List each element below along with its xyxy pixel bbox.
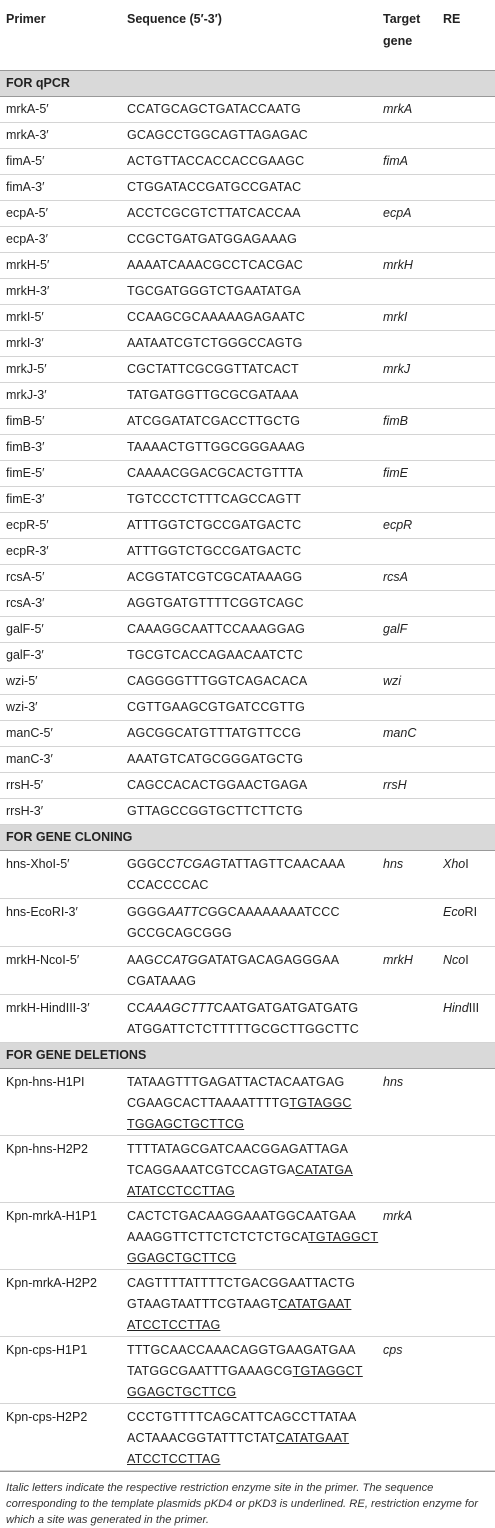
sequence-segment: TGTAGGC TGGAGCTGCTTCG [127, 1095, 352, 1131]
section-header-row [0, 824, 495, 850]
target-gene: wzi [377, 668, 437, 694]
primer-sequence [121, 1202, 377, 1269]
sequence-segment: TGTAGGCT GGAGCTGCTTCG [127, 1363, 363, 1399]
target-gene: galF [377, 616, 437, 642]
primer-sequence: ATCGGATATCGACCTTGCTG [121, 408, 377, 434]
primer-name: ecpA-5′ [0, 200, 121, 226]
table-row [0, 1068, 495, 1135]
primer-sequence: TGCGTCACCAGAACAATCTC [121, 642, 377, 668]
sequence-segment: GGGC [127, 856, 166, 871]
primer-sequence: ACGGTATCGTCGCATAAAGG [121, 564, 377, 590]
primer-sequence: GTTAGCCGGTGCTTCTTCTG [121, 798, 377, 824]
sequence-segment: CC [127, 1000, 146, 1015]
restriction-enzyme [437, 226, 495, 252]
primer-name: fimA-3′ [0, 174, 121, 200]
sequence-segment: CTCGAG [166, 856, 221, 871]
primer-name: mrkJ-3′ [0, 382, 121, 408]
table-body [0, 70, 495, 1470]
table-row [0, 382, 495, 408]
section-title: FOR GENE DELETIONS [0, 1042, 495, 1068]
restriction-enzyme [437, 590, 495, 616]
restriction-enzyme [437, 278, 495, 304]
target-gene [377, 226, 437, 252]
primer-sequence [121, 898, 377, 946]
sequence-segment: TATAAGTTTGAGATTACTACAATGAG CGAAGCACTTAAAATTTTG [127, 1074, 345, 1110]
table-row [0, 668, 495, 694]
primer-sequence: TATGATGGTTGCGCGATAAA [121, 382, 377, 408]
restriction-enzyme [437, 356, 495, 382]
sequence-segment: CCCTGTTTTCAGCATTCAGCCTTATAA ACTAAACGGTATTTCTAT [127, 1409, 357, 1445]
primer-sequence: CTGGATACCGATGCCGATAC [121, 174, 377, 200]
target-gene: mrkJ [377, 356, 437, 382]
restriction-enzyme [437, 1336, 495, 1403]
restriction-enzyme [437, 382, 495, 408]
primer-name: mrkI-3′ [0, 330, 121, 356]
primer-sequence: AATAATCGTCTGGGCCAGTG [121, 330, 377, 356]
primer-name: fimE-5′ [0, 460, 121, 486]
primer-sequence: AAAATCAAACGCCTCACGAC [121, 252, 377, 278]
header-target-gene: Target gene [377, 0, 437, 70]
target-gene: hns [377, 1068, 437, 1135]
primer-sequence [121, 850, 377, 898]
table-row [0, 330, 495, 356]
target-gene [377, 434, 437, 460]
restriction-enzyme [437, 694, 495, 720]
primer-name: Kpn-cps-H2P2 [0, 1403, 121, 1470]
sequence-segment: I [465, 952, 469, 967]
restriction-enzyme [437, 994, 495, 1042]
target-gene [377, 1403, 437, 1470]
table-row [0, 1269, 495, 1336]
restriction-enzyme [437, 1068, 495, 1135]
primer-name: mrkH-NcoI-5′ [0, 946, 121, 994]
target-gene [377, 798, 437, 824]
table-row [0, 694, 495, 720]
sequence-segment: CATATGAAT ATCCTCCTTAG [127, 1430, 350, 1466]
restriction-enzyme [437, 720, 495, 746]
target-gene [377, 694, 437, 720]
primer-sequence: CCATGCAGCTGATACCAATG [121, 96, 377, 122]
sequence-segment: TATTAGTTCAACAAA CCACCCCAC [127, 856, 346, 892]
primer-name: galF-3′ [0, 642, 121, 668]
target-gene [377, 642, 437, 668]
table-row [0, 226, 495, 252]
primer-sequence: CGTTGAAGCGTGATCCGTTG [121, 694, 377, 720]
restriction-enzyme [437, 252, 495, 278]
sequence-segment: III [468, 1000, 480, 1015]
primer-name: manC-3′ [0, 746, 121, 772]
restriction-enzyme [437, 434, 495, 460]
target-gene: manC [377, 720, 437, 746]
sequence-segment: AATTC [166, 904, 208, 919]
table-row [0, 616, 495, 642]
header-primer: Primer [0, 0, 121, 70]
primer-sequence: ACCTCGCGTCTTATCACCAA [121, 200, 377, 226]
restriction-enzyme [437, 408, 495, 434]
target-gene [377, 538, 437, 564]
table-row [0, 1336, 495, 1403]
table-footnote: Italic letters indicate the respective restriction enzyme site in the primer. The sequence corresponding to the template plasmids pKD4 or pKD3 is underlined. RE, restriction enzyme for which a site was generated in the primer. [0, 1471, 495, 1528]
target-gene [377, 1269, 437, 1336]
sequence-segment: GGGG [127, 904, 167, 919]
primer-sequence: CCAAGCGCAAAAAGAGAATC [121, 304, 377, 330]
restriction-enzyme [437, 1202, 495, 1269]
target-gene: ecpR [377, 512, 437, 538]
primer-name: mrkJ-5′ [0, 356, 121, 382]
sequence-segment: I [465, 856, 469, 871]
restriction-enzyme [437, 616, 495, 642]
target-gene: fimB [377, 408, 437, 434]
section-title: FOR GENE CLONING [0, 824, 495, 850]
restriction-enzyme [437, 850, 495, 898]
sequence-segment: TTTGCAACCAAACAGGTGAAGATGAA TATGGCGAATTTGAAAGCG [127, 1342, 356, 1378]
table-row [0, 642, 495, 668]
sequence-segment: Eco [443, 904, 465, 919]
restriction-enzyme [437, 148, 495, 174]
primer-name: mrkH-5′ [0, 252, 121, 278]
table-row [0, 994, 495, 1042]
primer-sequence: ATTTGGTCTGCCGATGACTC [121, 512, 377, 538]
target-gene: rrsH [377, 772, 437, 798]
table-row [0, 96, 495, 122]
sequence-segment: CAATGATGATGATGATG ATGGATTCTCTTTTTGCGCTTGGCTTC [127, 1000, 359, 1036]
primer-name: galF-5′ [0, 616, 121, 642]
primer-name: fimB-5′ [0, 408, 121, 434]
restriction-enzyme [437, 304, 495, 330]
table-row [0, 356, 495, 382]
restriction-enzyme [437, 1269, 495, 1336]
target-gene: mrkA [377, 96, 437, 122]
sequence-segment: AAG [127, 952, 154, 967]
table-row [0, 746, 495, 772]
target-gene [377, 278, 437, 304]
sequence-segment: CCATGG [154, 952, 208, 967]
table-row [0, 564, 495, 590]
restriction-enzyme [437, 772, 495, 798]
restriction-enzyme [437, 898, 495, 946]
primer-name: ecpA-3′ [0, 226, 121, 252]
target-gene [377, 994, 437, 1042]
sequence-segment: CATATGAAT ATCCTCCTTAG [127, 1296, 352, 1332]
target-gene [377, 330, 437, 356]
table-row [0, 946, 495, 994]
restriction-enzyme [437, 746, 495, 772]
target-gene: mrkI [377, 304, 437, 330]
sequence-segment: Hind [443, 1000, 469, 1015]
primer-sequence: CAAAACGGACGCACTGTTTA [121, 460, 377, 486]
table-header-row [0, 0, 495, 70]
restriction-enzyme [437, 668, 495, 694]
table-row [0, 408, 495, 434]
restriction-enzyme [437, 122, 495, 148]
restriction-enzyme [437, 512, 495, 538]
primer-name: mrkH-3′ [0, 278, 121, 304]
restriction-enzyme [437, 96, 495, 122]
primer-name: fimB-3′ [0, 434, 121, 460]
restriction-enzyme [437, 798, 495, 824]
table-row [0, 1403, 495, 1470]
restriction-enzyme [437, 564, 495, 590]
primer-name: Kpn-hns-H1PI [0, 1068, 121, 1135]
target-gene [377, 486, 437, 512]
primer-sequence: GCAGCCTGGCAGTTAGAGAC [121, 122, 377, 148]
primer-sequence: TGTCCCTCTTTCAGCCAGTT [121, 486, 377, 512]
table-row [0, 512, 495, 538]
primer-sequence [121, 946, 377, 994]
target-gene [377, 898, 437, 946]
table-row [0, 538, 495, 564]
primer-name: ecpR-5′ [0, 512, 121, 538]
table-row [0, 486, 495, 512]
restriction-enzyme [437, 200, 495, 226]
table-row [0, 720, 495, 746]
sequence-segment: CATATGA ATATCCTCCTTAG [127, 1162, 353, 1198]
target-gene [377, 1135, 437, 1202]
primer-sequence [121, 1269, 377, 1336]
primer-sequence: ATTTGGTCTGCCGATGACTC [121, 538, 377, 564]
primer-name: fimE-3′ [0, 486, 121, 512]
primer-name: manC-5′ [0, 720, 121, 746]
primer-sequence: TAAAACTGTTGGCGGGAAAG [121, 434, 377, 460]
table-row [0, 1202, 495, 1269]
primer-name: rrsH-3′ [0, 798, 121, 824]
section-header-row [0, 1042, 495, 1068]
table-row [0, 148, 495, 174]
primer-sequence: CAGCCACACTGGAACTGAGA [121, 772, 377, 798]
sequence-segment: AAAGCTTT [145, 1000, 214, 1015]
section-header-row [0, 70, 495, 96]
primer-name: wzi-3′ [0, 694, 121, 720]
target-gene [377, 590, 437, 616]
target-gene [377, 174, 437, 200]
primer-sequence: CCGCTGATGATGGAGAAAG [121, 226, 377, 252]
restriction-enzyme [437, 642, 495, 668]
primer-name: Kpn-cps-H1P1 [0, 1336, 121, 1403]
primer-name: Kpn-hns-H2P2 [0, 1135, 121, 1202]
table-row [0, 590, 495, 616]
restriction-enzyme [437, 486, 495, 512]
target-gene: mrkA [377, 1202, 437, 1269]
primer-sequence: AGCGGCATGTTTATGTTCCG [121, 720, 377, 746]
table-row [0, 174, 495, 200]
sequence-segment: RI [464, 904, 478, 919]
primer-sequence [121, 994, 377, 1042]
sequence-segment: TTTTATAGCGATCAACGGAGATTAGA TCAGGAAATCGTCCAGTGA [127, 1141, 349, 1177]
restriction-enzyme [437, 946, 495, 994]
sequence-segment: ATATGACAGAGGGAA CGATAAAG [127, 952, 340, 988]
restriction-enzyme [437, 460, 495, 486]
primer-sequence [121, 1135, 377, 1202]
primer-name: mrkA-5′ [0, 96, 121, 122]
primer-sequence: ACTGTTACCACCACCGAAGC [121, 148, 377, 174]
table-row [0, 772, 495, 798]
primer-sequence [121, 1068, 377, 1135]
primer-name: hns-XhoI-5′ [0, 850, 121, 898]
header-sequence: Sequence (5′-3′) [121, 0, 377, 70]
table-row [0, 278, 495, 304]
primer-name: rrsH-5′ [0, 772, 121, 798]
primer-name: mrkI-5′ [0, 304, 121, 330]
header-re: RE [437, 0, 495, 70]
table-row [0, 460, 495, 486]
target-gene [377, 382, 437, 408]
table-row [0, 200, 495, 226]
table-row [0, 1135, 495, 1202]
target-gene: ecpA [377, 200, 437, 226]
target-gene: mrkH [377, 946, 437, 994]
primer-sequence: CGCTATTCGCGGTTATCACT [121, 356, 377, 382]
primer-sequence: CAAAGGCAATTCCAAAGGAG [121, 616, 377, 642]
restriction-enzyme [437, 1135, 495, 1202]
sequence-segment: CAGTTTTATTTTCTGACGGAATTACTG GTAAGTAATTTCGTAAGT [127, 1275, 356, 1311]
sequence-segment: CACTCTGACAAGGAAATGGCAATGAA AAAGGTTCTTCTCTCTCTGCA [127, 1208, 357, 1244]
table-row [0, 122, 495, 148]
target-gene: mrkH [377, 252, 437, 278]
table-row [0, 898, 495, 946]
primer-name: hns-EcoRI-3′ [0, 898, 121, 946]
primer-sequence: CAGGGGTTTGGTCAGACACA [121, 668, 377, 694]
restriction-enzyme [437, 330, 495, 356]
table-row [0, 850, 495, 898]
primer-name: Kpn-mrkA-H2P2 [0, 1269, 121, 1336]
section-title: FOR qPCR [0, 70, 495, 96]
primer-sequence [121, 1403, 377, 1470]
primer-name: mrkA-3′ [0, 122, 121, 148]
target-gene: hns [377, 850, 437, 898]
target-gene: fimE [377, 460, 437, 486]
sequence-segment: GGCAAAAAAAATCCC GCCGCAGCGGG [127, 904, 340, 940]
primer-name: mrkH-HindIII-3′ [0, 994, 121, 1042]
restriction-enzyme [437, 1403, 495, 1470]
target-gene: fimA [377, 148, 437, 174]
sequence-segment: TGTAGGCT GGAGCTGCTTCG [127, 1229, 379, 1265]
table-row [0, 304, 495, 330]
target-gene: cps [377, 1336, 437, 1403]
table-row [0, 798, 495, 824]
primer-sequence [121, 1336, 377, 1403]
primer-name: Kpn-mrkA-H1P1 [0, 1202, 121, 1269]
primer-name: rcsA-3′ [0, 590, 121, 616]
target-gene: rcsA [377, 564, 437, 590]
primer-name: wzi-5′ [0, 668, 121, 694]
sequence-segment: Nco [443, 952, 466, 967]
primer-name: ecpR-3′ [0, 538, 121, 564]
primer-sequence: TGCGATGGGTCTGAATATGA [121, 278, 377, 304]
primer-sequence: AGGTGATGTTTTCGGTCAGC [121, 590, 377, 616]
table-row [0, 434, 495, 460]
sequence-segment: Xho [443, 856, 466, 871]
table-row [0, 252, 495, 278]
primer-name: fimA-5′ [0, 148, 121, 174]
primer-name: rcsA-5′ [0, 564, 121, 590]
restriction-enzyme [437, 538, 495, 564]
target-gene [377, 746, 437, 772]
target-gene [377, 122, 437, 148]
primer-sequence: AAATGTCATGCGGGATGCTG [121, 746, 377, 772]
restriction-enzyme [437, 174, 495, 200]
